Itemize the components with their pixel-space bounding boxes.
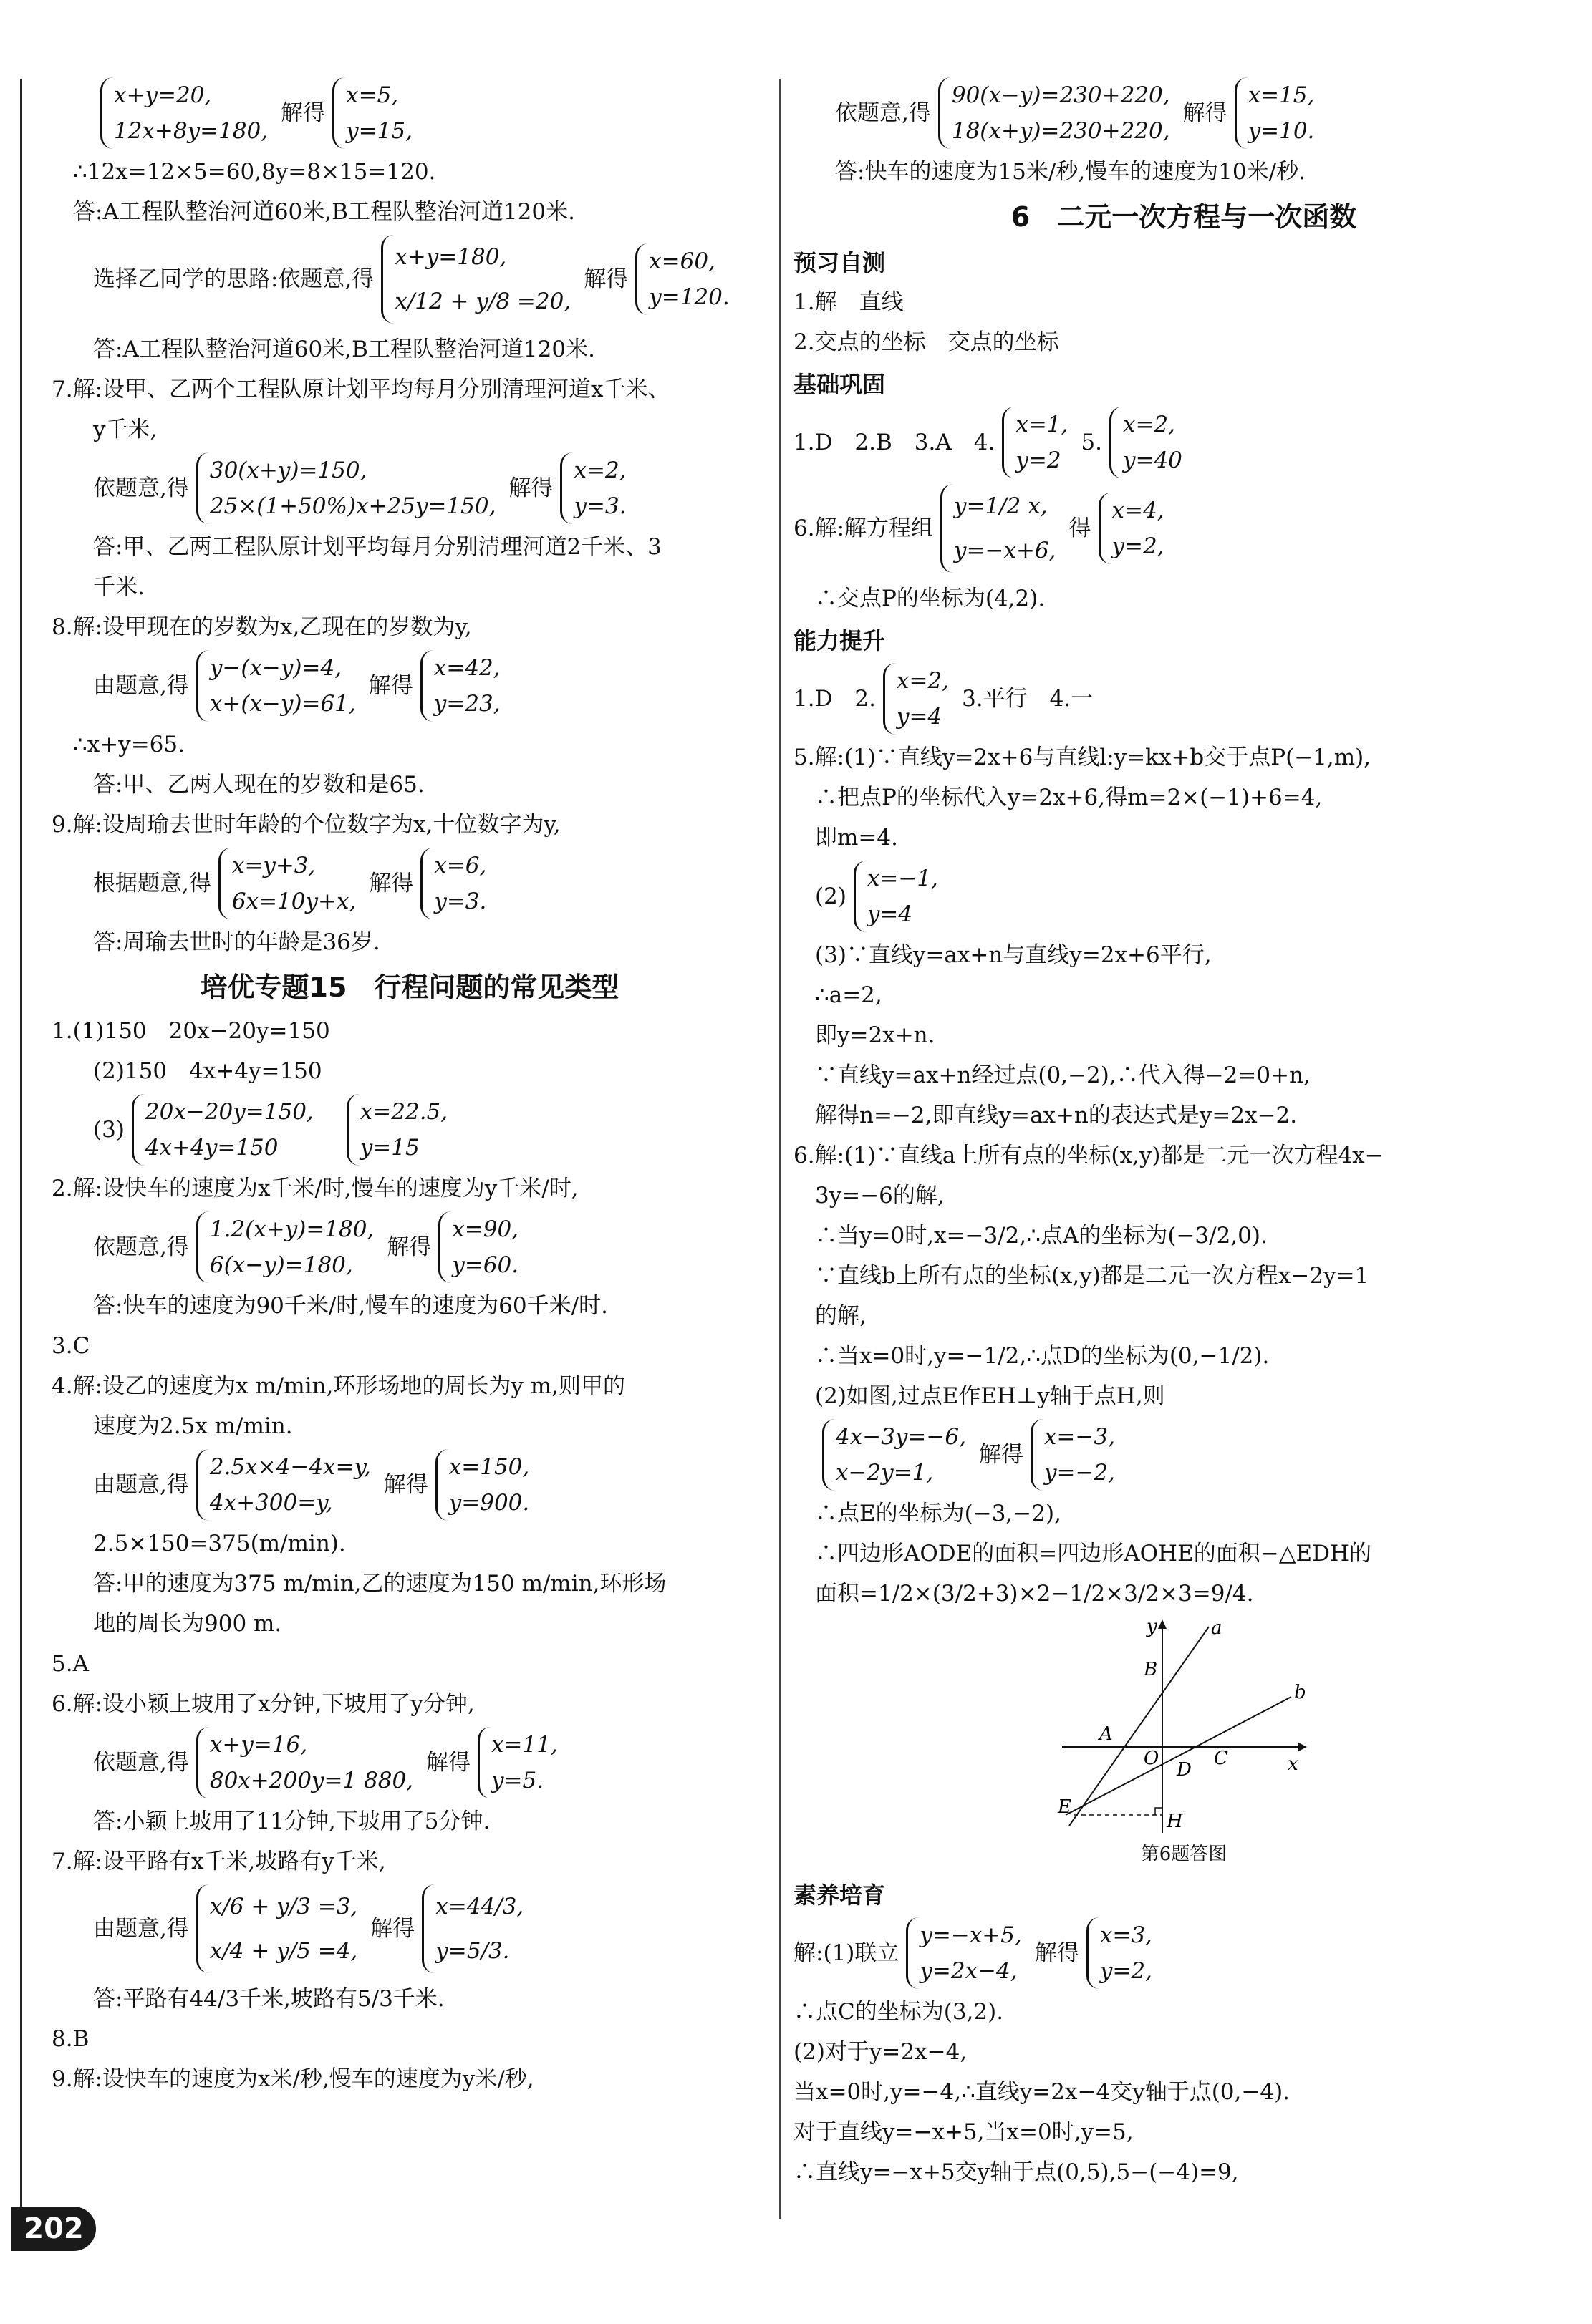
text-line: 答:A工程队整治河道60米,B工程队整治河道120米. [93,337,595,362]
problem-2: 2.解:设快车的速度为x千米/时,慢车的速度为y千米/时, [52,1176,579,1201]
subsection-ability: 能力提升 [793,627,886,654]
equation-system: x+y=16, 80x+200y=1 880, [196,1727,419,1798]
solution-system: x=−1, y=4 [854,861,944,932]
section-title-15: 培优专题15 行程问题的常见类型 [200,972,619,1003]
text-line: ∴点C的坐标为(3,2). [793,1999,1004,2025]
text-line: 5.A [52,1651,89,1677]
solution-system: x=1, y=2 [1002,407,1074,478]
answer-line: 4x−3y=−6, x−2y=1, 解得 x=−3, y=−2, [793,1419,1574,1491]
left-column [52,77,768,2102]
solution-system: x=90, y=60. [438,1211,524,1283]
text-line: 3y=−6的解, [815,1183,945,1209]
text-line: ∴直线y=−x+5交y轴于点(0,5),5−(−4)=9, [793,2159,1239,2185]
text-line: 答:甲、乙两人现在的岁数和是65. [93,772,425,798]
figure-caption: 第6题答图 [1140,1844,1227,1865]
text-line: 答:A工程队整治河道60米,B工程队整治河道120米. [73,199,575,225]
label-H: H [1167,1811,1183,1832]
x-axis-arrow [1298,1743,1307,1751]
text-line: 8.B [52,2026,90,2052]
text-line: 地的周长为900 m. [93,1611,282,1637]
right-column [793,77,1574,2195]
problem-6-function: 6.解:(1)∵直线a上所有点的坐标(x,y)都是二元一次方程4x− [793,1143,1384,1168]
problem-9-travel: 9.解:设快车的速度为x米/秒,慢车的速度为y米/秒, [52,2066,534,2092]
answer-line: 依题意,得 30(x+y)=150, 25×(1+50%)x+25y=150, 解得 x=2, y=3. [52,452,768,524]
answer-line: 1.D 2.B 3.A 4. x=1, y=2 5. x=2, y=40 [793,407,1574,478]
line-b [1066,1697,1291,1815]
text-line: 的解, [815,1303,867,1329]
answer-line: 由题意,得 2.5x×4−4x=y, 4x+300=y, 解得 x=150, y=900. [52,1449,768,1521]
answer-line: 解:(1)联立 y=−x+5, y=2x−4, 解得 x=3, y=2, [793,1917,1574,1989]
problem-7-travel: 7.解:设平路有x千米,坡路有y千米, [52,1849,386,1874]
solution-system: x=2, y=3. [560,452,632,524]
text-line: 答:周瑜去世时的年龄是36岁. [93,929,380,955]
text-line: ∴点E的坐标为(−3,−2), [815,1501,1061,1526]
subsection-literacy: 素养培育 [793,1882,886,1909]
line-a [1069,1627,1209,1826]
text-line: (2)150 4x+4y=150 [93,1058,322,1084]
text-line: 当x=0时,y=−4,∴直线y=2x−4交y轴于点(0,−4). [793,2079,1291,2105]
equation-system: y=1/2 x, y=−x+6, [940,484,1062,573]
solution-system: x=2, y=4 [883,663,955,735]
solution-system: x=42, y=23, [420,650,506,722]
label-B: B [1144,1659,1158,1680]
text-line: ∴交点P的坐标为(4,2). [815,586,1046,611]
answer-line: 由题意,得 y−(x−y)=4, x+(x−y)=61, 解得 x=42, y=23, [52,650,768,722]
text-line: 千米. [93,574,145,600]
section-title-6: 6 二元一次方程与一次函数 [1010,201,1357,233]
text-line: ∴四边形AODE的面积=四边形AOHE的面积−△EDH的 [815,1541,1372,1567]
label-D: D [1177,1759,1192,1781]
answer-line: 选择乙同学的思路:依题意,得 x+y=180, x/12 + y/8 =20, 解得 x=60, y=120. [52,235,768,324]
text-line: 即m=4. [815,825,898,851]
text-line: 2.5×150=375(m/min). [93,1531,346,1556]
equation-system: 1.2(x+y)=180, 6(x−y)=180, [196,1211,380,1283]
subsection-basic: 基础巩固 [793,371,886,398]
equation-system: 2.5x×4−4x=y, 4x+300=y, [196,1449,377,1521]
equation-system: x=y+3, 6x=10y+x, [218,848,362,919]
answer-figure [793,1618,1574,1869]
text-line: 答:平路有44/3千米,坡路有5/3千米. [93,1986,445,2012]
answer-line: 依题意,得 x+y=16, 80x+200y=1 880, 解得 x=11, y=5. [52,1727,768,1798]
solution-system: x=60, y=120. [635,243,735,315]
solution-system: x=−3, y=−2, [1031,1419,1121,1491]
label-A: A [1099,1723,1113,1745]
answer-line: (3) 20x−20y=150, 4x+4y=150 x=22.5, y=15 [52,1094,768,1166]
text-line: ∴把点P的坐标代入y=2x+6,得m=2×(−1)+6=4, [815,785,1323,810]
problem-6: 6.解:设小颖上坡用了x分钟,下坡用了y分钟, [52,1691,475,1717]
text-line: (2)对于y=2x−4, [793,2039,968,2065]
text-line: ∴x+y=65. [73,732,185,757]
subsection-preview: 预习自测 [793,249,886,276]
text-line: (2)如图,过点E作EH⊥y轴于点H,则 [815,1383,1165,1409]
text-line: 3.C [52,1333,90,1359]
equation-system: y=−x+5, y=2x−4, [906,1917,1028,1989]
text-line: 对于直线y=−x+5,当x=0时,y=5, [793,2119,1134,2145]
answer-line: x+y=20, 12x+8y=180, 解得 x=5, y=15, [52,77,768,149]
text-line: 答:甲的速度为375 m/min,乙的速度为150 m/min,环形场 [93,1571,667,1597]
coordinate-figure [1055,1618,1313,1840]
solution-system: x=4, y=2, [1099,493,1170,564]
text-line: y千米, [93,417,158,442]
text-line: ∴当y=0时,x=−3/2,∴点A的坐标为(−3/2,0). [815,1223,1268,1249]
problem-5: 5.解:(1)∵直线y=2x+6与直线l:y=kx+b交于点P(−1,m), [793,745,1371,770]
answer-line: 依题意,得 1.2(x+y)=180, 6(x−y)=180, 解得 x=90, y=60. [52,1211,768,1283]
answer-line: 由题意,得 x/6 + y/3 =3, x/4 + y/5 =4, 解得 x=44/3, y=5/3. [52,1884,768,1973]
column-divider [779,79,781,2219]
problem-7: 7.解:设甲、乙两个工程队原计划平均每月分别清理河道x千米、 [52,377,670,402]
solution-system: x=5, y=15, [332,77,418,149]
equation-system: 4x−3y=−6, x−2y=1, [822,1419,972,1491]
solution-system: x=2, y=40 [1109,407,1188,478]
label-b: b [1294,1682,1306,1703]
answer-line: (2) x=−1, y=4 [793,861,1574,932]
margin-rule [20,79,22,2219]
text-line: 即y=2x+n. [815,1022,935,1048]
label-y: y [1147,1618,1157,1637]
text-line: 1.解 直线 [793,289,904,315]
solution-system: x=150, y=900. [435,1449,536,1521]
problem-4: 4.解:设乙的速度为x m/min,环形场地的周长为y m,则甲的 [52,1373,625,1399]
text-line: 速度为2.5x m/min. [93,1413,293,1439]
text-line: ∵直线b上所有点的坐标(x,y)都是二元一次方程x−2y=1 [815,1263,1369,1289]
equation-system: x+y=20, 12x+8y=180, [100,77,274,149]
label-E: E [1058,1796,1071,1818]
solution-system: x=44/3, y=5/3. [422,1884,529,1973]
text-line: 2.交点的坐标 交点的坐标 [793,329,1059,355]
problem-8: 8.解:设甲现在的岁数为x,乙现在的岁数为y, [52,614,472,640]
label-x: x [1288,1753,1298,1775]
text-line: ∴12x=12×5=60,8y=8×15=120. [73,159,436,185]
right-angle-mark [1155,1808,1162,1815]
equation-system: 20x−20y=150, 4x+4y=150 [132,1094,319,1166]
equation-system: x+y=180, x/12 + y/8 =20, [381,235,577,324]
answer-line: 1.D 2. x=2, y=4 3.平行 4.一 [793,663,1574,735]
text-line: ∴a=2, [815,982,882,1008]
solution-system: x=6, y=3. [420,848,492,919]
solution-system: x=3, y=2, [1086,1917,1158,1989]
solution-system: x=11, y=5. [478,1727,564,1798]
solution-system: x=15, y=10. [1235,77,1321,149]
page-number: 202 [11,2207,96,2251]
y-axis-arrow [1158,1619,1167,1629]
text-line: 答:小颖上坡用了11分钟,下坡用了5分钟. [93,1809,491,1834]
label-O: O [1144,1748,1159,1769]
text-line: 解得n=−2,即直线y=ax+n的表达式是y=2x−2. [815,1103,1298,1128]
text-line: (3)∵直线y=ax+n与直线y=2x+6平行, [815,942,1212,968]
answer-line: 依题意,得 90(x−y)=230+220, 18(x+y)=230+220, 解得 x=15, y=10. [793,77,1574,149]
problem-9: 9.解:设周瑜去世时年龄的个位数字为x,十位数字为y, [52,812,561,838]
text-line: 1.(1)150 20x−20y=150 [52,1018,330,1044]
text-line: ∴当x=0时,y=−1/2,∴点D的坐标为(0,−1/2). [815,1343,1270,1369]
solution-system: x=22.5, y=15 [347,1094,453,1166]
text-line: 答:甲、乙两工程队原计划平均每月分别清理河道2千米、3 [93,534,662,560]
text-line: 面积=1/2×(3/2+3)×2−1/2×3/2×3=9/4. [815,1581,1254,1607]
label-C: C [1214,1748,1228,1769]
equation-system: 30(x+y)=150, 25×(1+50%)x+25y=150, [196,452,502,524]
equation-system: x/6 + y/3 =3, x/4 + y/5 =4, [196,1884,363,1973]
text-line: ∵直线y=ax+n经过点(0,−2),∴代入得−2=0+n, [815,1062,1311,1088]
answer-line: 根据题意,得 x=y+3, 6x=10y+x, 解得 x=6, y=3. [52,848,768,919]
text-line: 答:快车的速度为90千米/时,慢车的速度为60千米/时. [93,1293,608,1319]
answer-line: 6.解:解方程组 y=1/2 x, y=−x+6, 得 x=4, y=2, [793,484,1574,573]
equation-system: y−(x−y)=4, x+(x−y)=61, [196,650,362,722]
label-a: a [1211,1618,1222,1639]
text-line: 答:快车的速度为15米/秒,慢车的速度为10米/秒. [835,159,1306,185]
equation-system: 90(x−y)=230+220, 18(x+y)=230+220, [938,77,1176,149]
